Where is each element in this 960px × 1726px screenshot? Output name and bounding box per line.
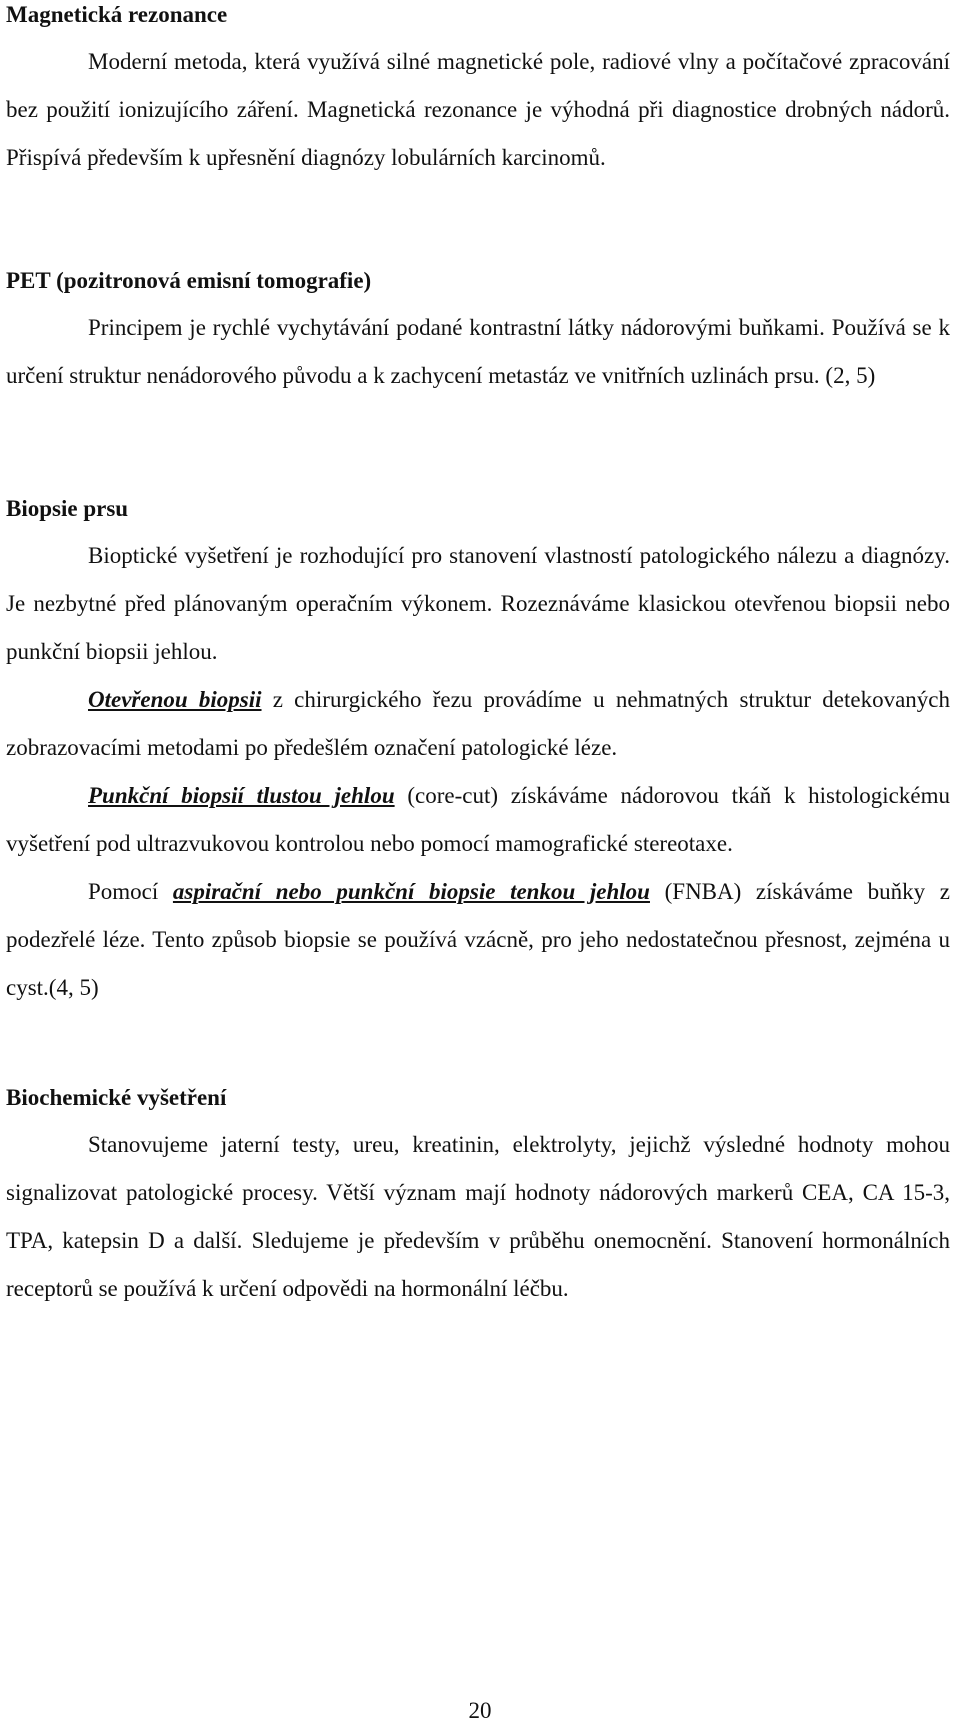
section-heading: Biopsie prsu: [6, 496, 129, 521]
section-paragraph: Principem je rychlé vychytávání podané kontrastní látky nádorovými buňkami. Používá se k určení struktur nenádorového původu a k zachycení metastáz ve vnitřních uzlinách prsu. (2, 5): [6, 315, 950, 388]
section-biochemical-exam: [6, 1083, 950, 1313]
section-paragraph: Moderní metoda, která využívá silné magnetické pole, radiové vlny a počítačové zpracování bez použití ionizujícího záření. Magnetická rezonance je výhodná při diagnostice drobných nádorů. Přispívá především k upřesnění diagnózy lobulárních karcinomů.: [6, 49, 950, 170]
section-heading: Magnetická rezonance: [6, 2, 228, 27]
fnba-term: aspirační nebo punkční biopsie tenkou jehlou: [172, 879, 650, 904]
section-paragraph: Stanovujeme jaterní testy, ureu, kreatinin, elektrolyty, jejichž výsledné hodnoty mohou signalizovat patologické procesy. Větší význam mají hodnoty nádorových markerů CEA, CA 15-3, TPA, katepsin D a další. Sledujeme je především v průběhu onemocnění. Stanovení hormonálních receptorů se používá k určení odpovědi na hormonální léčbu.: [6, 1132, 950, 1301]
section-pet: [6, 266, 950, 400]
section-heading: Biochemické vyšetření: [6, 1085, 227, 1110]
section-heading: PET (pozitronová emisní tomografie): [6, 268, 372, 293]
core-biopsy-term: Punkční biopsií tlustou jehlou: [88, 783, 395, 808]
document-page: [6, 0, 956, 1726]
section-magnetic-resonance: [6, 0, 950, 182]
section-breast-biopsy: [6, 494, 950, 1012]
fnba-prefix: Pomocí: [88, 879, 173, 904]
core-biopsy-text: (core-cut) získáváme nádorovou tkáň k histologickému vyšetření pod ultrazvukovou kontrolou nebo pomocí mamografické stereotaxe.: [6, 783, 950, 856]
open-biopsy-text: z chirurgického řezu provádíme u nehmatných struktur detekovaných zobrazovacími metodami po předešlém označení patologické léze.: [6, 687, 950, 760]
fnba-text: (FNBA) získáváme buňky z podezřelé léze. Tento způsob biopsie se používá vzácně, pro jeho nedostatečnou přesnost, zejména u cyst.(4, 5): [6, 879, 950, 1000]
page-number: 20: [468, 1698, 492, 1723]
fnba-paragraph: [6, 868, 950, 1012]
core-biopsy-paragraph: [6, 772, 950, 868]
section-paragraph: Bioptické vyšetření je rozhodující pro stanovení vlastností patologického nálezu a diagnózy. Je nezbytné před plánovaným operačním výkonem. Rozeznáváme klasickou otevřenou biopsii nebo punkční biopsii jehlou.: [6, 543, 950, 664]
open-biopsy-term: Otevřenou biopsii: [88, 687, 262, 712]
open-biopsy-paragraph: [6, 676, 950, 772]
